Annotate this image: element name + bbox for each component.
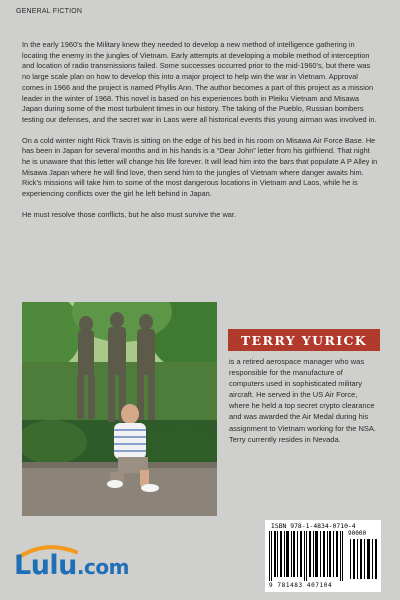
synopsis-paragraph: He must resolve those conflicts, but he also must survive the war.: [22, 209, 237, 219]
genre-label: GENERAL FICTION: [16, 8, 83, 15]
lulu-wordmark: [14, 550, 129, 581]
synopsis-paragraph: On a cold winter night Rick Travis is sitting on the edge of his bed in his room on Misawa Air Force Base. He has been in Japan for several months and in his hands is a “Dear John” letter from his girlfriend. That night he is unaware that this letter will change his life forever. It will lead him into the bars that populate A P Alley in Misawa Japan where he will find love, then send him to the jungles of Vietnam where danger awaits him. Rick’s missions will take him to some of the most dangerous locations in Vietnam and Laos, while he is experiencing conflicts over the girl he left behind in Japan.: [22, 135, 378, 199]
synopsis-paragraph: In the early 1960’s the Military knew they needed to develop a new method of intelligence gathering in locating the enemy in the jungles of Vietnam. Early attempts at developing a mobile method of interception and location of radio transmissions failed. Some successes occurred prior to the mid-1960’s, but there was no large scale plan on how to develop this into a major project to help win the war in Vietnam. Approval comes in 1966 and the project is named Phyllis Ann. The author becomes a part of this project as a mission leader in the winter of 1968. This novel is based on his experiences both in Pleiku Vietnam and Misawa Japan during some of the most turbulent times in our history. The taking of the Pueblo, Russian bombers testing our defenses, and the secret war in Laos were all historical events this young airman was involved in.: [22, 40, 377, 124]
lulu-main: Lulu: [14, 550, 77, 581]
isbn-barcode: [265, 520, 381, 592]
author-bio: is a retired aerospace manager who was responsible for the manufacture of computers used in sophisticated military aircraft. He served in the US Air Force, where he held a top secret crypto clearance and was awarded the Air Medal during his assignment to Vietnam working for the NSA. Terry currently resides in Nevada.: [229, 357, 377, 444]
barcode-bars-icon: [267, 531, 347, 581]
synopsis: [22, 40, 378, 231]
price-bars-icon: [349, 539, 379, 579]
lulu-suffix: .com: [76, 555, 129, 579]
lulu-logo: [14, 538, 144, 588]
author-photo: [22, 302, 217, 516]
author-name-banner: TERRY YURICK: [228, 329, 380, 351]
isbn-number: ISBN 978-1-4834-0710-4: [271, 522, 356, 530]
barcode-digits: 9 781483 407104: [269, 582, 333, 589]
price-code: 90000: [348, 530, 367, 537]
